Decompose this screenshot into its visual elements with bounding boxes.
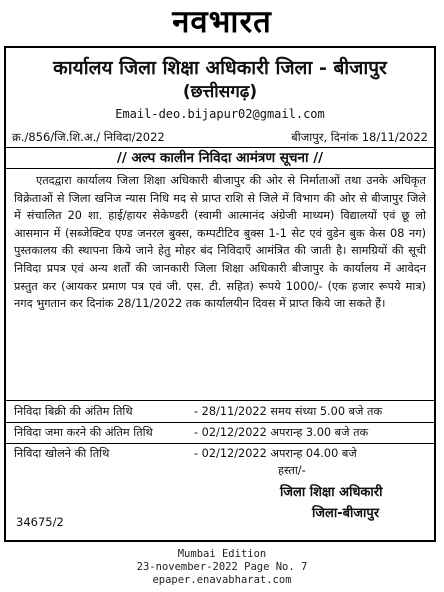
schedule-row — [6, 403, 434, 421]
signatory-title: जिला शिक्षा अधिकारी — [280, 485, 383, 500]
schedule-label: निविदा खोलने की तिथि — [14, 447, 110, 460]
office-email: Email-deo.bijapur02@gmail.com — [115, 107, 325, 121]
schedule-value: - 02/12/2022 अपरान्ह 3.00 बजे तक — [194, 426, 369, 439]
schedule-value: - 02/12/2022 अपरान्ह 04.00 बजे — [194, 447, 357, 460]
office-title: कार्यालय जिला शिक्षा अधिकारी जिला - बीजापुर — [53, 57, 387, 79]
notice-heading: // अल्प कालीन निविदा आमंत्रण सूचना // — [116, 150, 324, 166]
schedule-row — [6, 445, 434, 463]
schedule-label: निविदा जमा करने की अंतिम तिथि — [14, 426, 153, 439]
divider — [6, 443, 434, 444]
notice-code: 34675/2 — [16, 515, 64, 529]
notice-body: एतदद्वारा कार्यालय जिला शिक्षा अधिकारी बीजापुर की ओर से निर्माताओं तथा उनके अधिकृत विक्रेताओं से जिला खनिज न्यास निधि मद से प्राप्त राशि से जिले में विभाग की ओर से बीजापुर जिले में संचालित 20 शा. हाई/हायर सेकेण्डरी (स्वामी आत्मानंद अंग्रेजी माध्यम) विद्यालयों एवं छू लो आसमान में (सब्जेक्टिव एण्ड जनरल बुक्स, कम्पटीटिव बुक्स 1-1 सेट एवं वुडेन बुक केस 08 नग) पुस्तकालय की स्थापना किये जाने हेतु मोहर बंद निविदाएँ आमंत्रित की जाती है। सामग्रियों की सूची निविदा प्रपत्र एवं अन्य शर्तों की जानकारी जिला शिक्षा अधिकारी बीजापुर के कार्यालय में आवेदन प्रस्तुत कर (आयकर प्रमाण पत्र एवं जी. एस. टी. सहित) रूपये 1000/- (एक हजार रूपये मात्र) नगद भुगतान कर दिनांक 28/11/2022 तक कार्यालयीन दिवस में प्राप्त किये जा सकते हैं। — [14, 174, 427, 311]
edition-label: Mumbai Edition — [177, 548, 267, 560]
date-page-label: 23-november-2022 Page No. 7 — [136, 561, 308, 573]
epaper-footer — [0, 548, 444, 587]
divider — [6, 168, 434, 169]
newspaper-masthead: नवभारत — [172, 4, 272, 40]
signature-note: हस्ता/- — [278, 464, 306, 477]
schedule-label: निविदा बिक्री की अंतिम तिथि — [14, 405, 133, 418]
site-link[interactable]: epaper.enavabharat.com — [152, 574, 292, 586]
divider — [6, 422, 434, 423]
schedule-value: - 28/11/2022 समय संध्या 5.00 बजे तक — [194, 405, 383, 418]
tender-notice — [4, 46, 436, 542]
schedule-row — [6, 424, 434, 442]
office-state: (छत्तीसगढ़) — [182, 82, 258, 102]
signatory-place: जिला-बीजापुर — [312, 506, 380, 521]
reference-row — [12, 128, 428, 146]
divider — [6, 147, 434, 148]
reference-number: क्र./856/जि.शि.अ./ निविदा/2022 — [12, 130, 165, 144]
divider — [6, 400, 434, 401]
reference-date: बीजापुर, दिनांक 18/11/2022 — [291, 130, 428, 144]
